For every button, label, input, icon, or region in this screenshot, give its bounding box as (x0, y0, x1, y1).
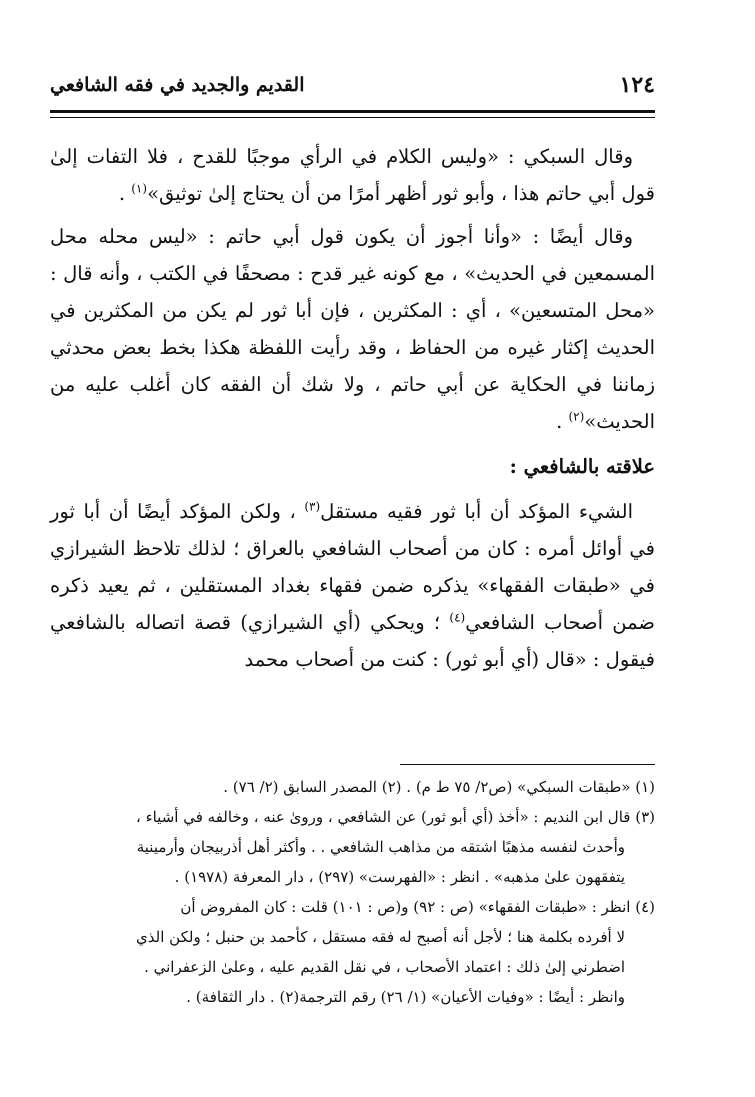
footnote-4-line: وانظر : أيضًا : «وفيات الأعيان» (١/ ٢٦) رقم الترجمة(٢) . دار الثقافة) . (186, 988, 625, 1006)
footnote-separator (400, 764, 655, 765)
footnote-ref-1: (١) (131, 181, 148, 196)
footnote-ref-4: (٤) (449, 610, 466, 625)
paragraph-1: وقال السبكي : «وليس الكلام في الرأي موجبًا للقدح ، فلا التفات إلىٰ قول أبي حاتم هذا ، وأبو ثور أظهر أمرًا من أن يحتاج إلىٰ توثيق»$^{(١)}$ . (50, 145, 655, 205)
section-heading: علاقته بالشافعي : (509, 455, 655, 478)
footnote-ref-2: (٢) (568, 409, 585, 424)
footnote-4-line: اضطرني إلىٰ ذلك : اعتماد الأصحاب ، في نقل القديم عليه ، وعلىٰ الزعفراني . (144, 958, 625, 976)
footnote-3-line: يتفقهون علىٰ مذهبه» . انظر : «الفهرست» (٢٩٧) ، دار المعرفة (١٩٧٨) . (174, 868, 625, 886)
header-rule-thick (50, 110, 655, 113)
paragraph-2: وقال أيضًا : «وأنا أجوز أن يكون قول أبي حاتم : «ليس محله محل المسمعين في الحديث» ، مع كونه غير قدح : مصحفًا في الكتب ، وأنه قال : «محل المتسعين» ، أي : المكثرين ، فإن أبا ثور لم يكن من المكثرين في الحديث إكثار غيره من الحفاظ ، وقد رأيت اللفظة هكذا بخط بعض محدثي زماننا في الحكاية عن أبي حاتم ، ولا شك أن الفقه كان أغلب عليه من الحديث»$^{(٢)}$ . (50, 225, 655, 433)
running-title: القديم والجديد في فقه الشافعي (50, 74, 305, 96)
main-text (50, 138, 655, 684)
footnotes (50, 772, 655, 1012)
page-number: ١٢٤ (619, 72, 655, 98)
page-header (50, 72, 655, 112)
footnote-3: (٣) قال ابن النديم : «أخذ (أي أبو ثور) عن الشافعي ، وروىٰ عنه ، وخالفه في أشياء ، (135, 808, 655, 826)
footnote-ref-3: (٣) (304, 499, 321, 514)
header-rule-thin (50, 117, 655, 118)
footnote-1-2: (١) «طبقات السبكي» (ص٢/ ٧٥ ط م) . (٢) المصدر السابق (٢/ ٧٦) . (223, 778, 655, 796)
footnote-4-line: لا أفرده بكلمة هنا ؛ لأجل أنه أصبح له فقه مستقل ، كأحمد بن حنبل ؛ ولكن الذي (136, 928, 625, 946)
paragraph-3: الشيء المؤكد أن أبا ثور فقيه مستقل$^{(٣)}$ ، ولكن المؤكد أيضًا أن أبا ثور في أوائل أمره : كان من أصحاب الشافعي بالعراق ؛ لذلك تلاحظ الشيرازي في «طبقات الفقهاء» يذكره ضمن فقهاء بغداد المستقلين ، ثم يعيد ذكره ضمن أصحاب الشافعي$^{(٤)}$ ؛ ويحكي (أي الشيرازي) قصة اتصاله بالشافعي فيقول : «قال (أي أبو ثور) : كنت من أصحاب محمد (50, 499, 655, 671)
footnote-4: (٤) انظر : «طبقات الفقهاء» (ص : ٩٢) و(ص : ١٠١) قلت : كان المفروض أن (180, 898, 655, 916)
footnote-3-line: وأحدث لنفسه مذهبًا اشتقه من مذاهب الشافعي . . وأكثر أهل أذربيجان وأرمينية (136, 838, 625, 856)
